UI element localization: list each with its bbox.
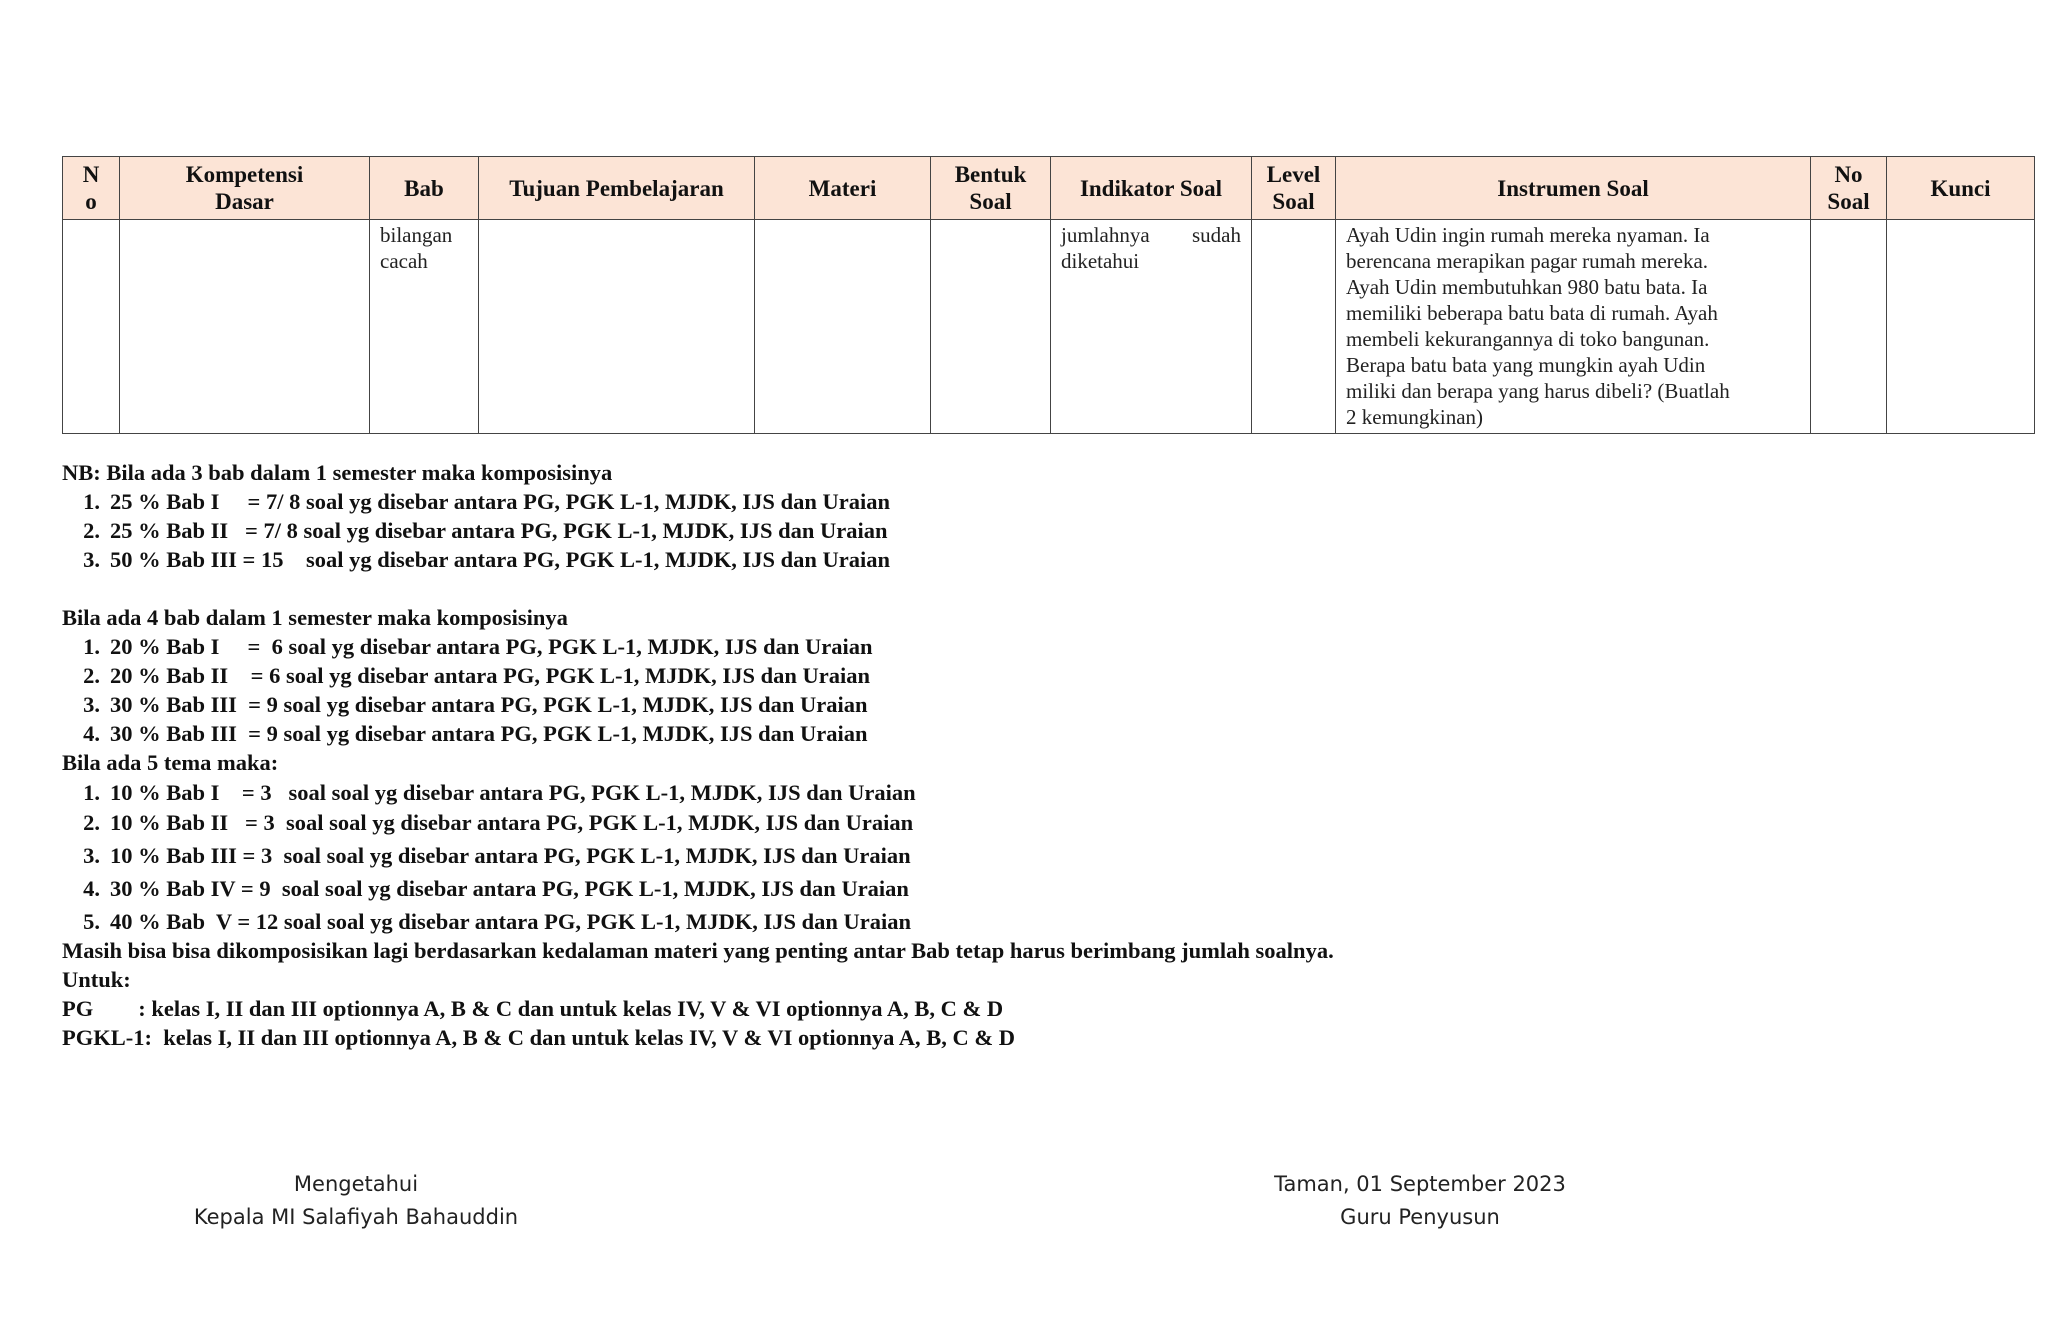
list-item: 4. 30 % Bab III = 9 soal yg disebar antara PG, PGK L-1, MJDK, IJS dan Uraian [83,721,868,746]
list-item: 1. 10 % Bab I = 3 soal soal yg disebar antara PG, PGK L-1, MJDK, IJS dan Uraian [83,780,916,805]
cell-kompetensi-dasar [120,220,370,434]
header-row [63,157,2035,220]
signature-right-date: Taman, 01 September 2023 [1274,1172,1566,1196]
list-item: 2. 25 % Bab II = 7/ 8 soal yg disebar antara PG, PGK L-1, MJDK, IJS dan Uraian [83,518,888,543]
cell-kunci [1887,220,2035,434]
cell-bab: bilangan cacah [370,220,479,434]
list-item: 2. 10 % Bab II = 3 soal soal yg disebar antara PG, PGK L-1, MJDK, IJS dan Uraian [83,810,914,835]
header-indikator-soal: Indikator Soal [1051,157,1252,220]
note-pgkl: PGKL-1: kelas I, II dan III optionnya A, B & C dan untuk kelas IV, V & VI optionnya A, B, C & D [62,1025,1015,1050]
header-level-soal: Level Soal [1252,157,1336,220]
note-masih: Masih bisa bisa dikomposisikan lagi berdasarkan kedalaman materi yang penting antar Bab tetap harus berimbang jumlah soalnya. [62,938,1334,963]
cell-indikator-soal: jumlahnya sudah diketahui [1051,220,1252,434]
section-heading-5-tema: Bila ada 5 tema maka: [62,750,279,775]
header-tujuan-pembelajaran: Tujuan Pembelajaran [479,157,755,220]
question-grid-table [62,156,2035,434]
signature-left-title: Kepala MI Salafiyah Bahauddin [193,1205,519,1229]
header-kunci: Kunci [1887,157,2035,220]
header-materi: Materi [755,157,931,220]
cell-bentuk-soal [931,220,1051,434]
list-item: 2. 20 % Bab II = 6 soal yg disebar antara PG, PGK L-1, MJDK, IJS dan Uraian [83,663,870,688]
note-pg: PG : kelas I, II dan III optionnya A, B & C dan untuk kelas IV, V & VI optionnya A, B, C & D [62,996,1004,1021]
cell-tujuan-pembelajaran [479,220,755,434]
list-item: 3. 50 % Bab III = 15 soal yg disebar antara PG, PGK L-1, MJDK, IJS dan Uraian [83,547,890,572]
signature-right-title: Guru Penyusun [1340,1205,1500,1229]
header-instrumen-soal: Instrumen Soal [1336,157,1811,220]
section-heading-4-bab: Bila ada 4 bab dalam 1 semester maka komposisinya [62,605,568,630]
nb-heading: NB: Bila ada 3 bab dalam 1 semester maka komposisinya [62,460,613,485]
cell-materi [755,220,931,434]
note-untuk: Untuk: [62,967,131,992]
header-bentuk-soal: Bentuk Soal [931,157,1051,220]
cell-no [63,220,120,434]
list-item: 1. 20 % Bab I = 6 soal yg disebar antara PG, PGK L-1, MJDK, IJS dan Uraian [83,634,873,659]
list-item: 3. 10 % Bab III = 3 soal soal yg disebar antara PG, PGK L-1, MJDK, IJS dan Uraian [83,843,911,868]
cell-level-soal [1252,220,1336,434]
header-no: N o [63,157,120,220]
cell-no-soal [1811,220,1887,434]
list-item: 4. 30 % Bab IV = 9 soal soal yg disebar antara PG, PGK L-1, MJDK, IJS dan Uraian [83,876,909,901]
signature-left-label: Mengetahui [293,1172,419,1196]
list-item: 3. 30 % Bab III = 9 soal yg disebar antara PG, PGK L-1, MJDK, IJS dan Uraian [83,692,868,717]
table-row [63,220,2035,434]
list-item: 5. 40 % Bab V = 12 soal soal yg disebar antara PG, PGK L-1, MJDK, IJS dan Uraian [83,909,912,934]
header-no-soal: No Soal [1811,157,1887,220]
header-bab: Bab [370,157,479,220]
cell-instrumen-soal: Ayah Udin ingin rumah mereka nyaman. Ia berencana merapikan pagar rumah mereka. Ayah Udin membutuhkan 980 batu bata. Ia memiliki beberapa batu bata di rumah. Ayah membeli kekurangannya di toko bangunan. Berapa batu bata yang mungkin ayah Udin miliki dan berapa yang harus dibeli? (Buatlah 2 kemungkinan) [1336,220,1811,434]
header-kompetensi-dasar: Kompetensi Dasar [120,157,370,220]
list-item: 1. 25 % Bab I = 7/ 8 soal yg disebar antara PG, PGK L-1, MJDK, IJS dan Uraian [83,489,890,514]
